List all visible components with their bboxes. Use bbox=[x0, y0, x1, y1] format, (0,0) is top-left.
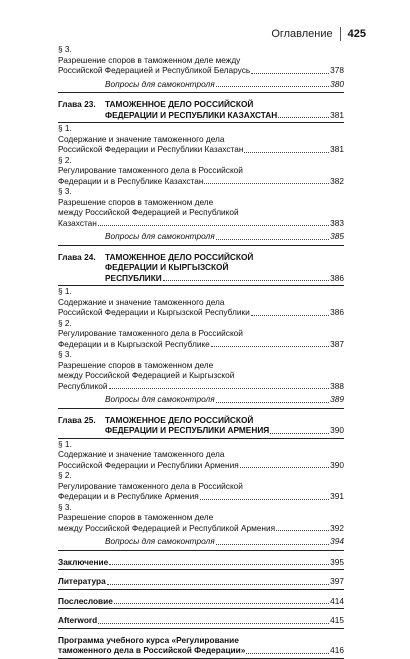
toc-page-number: 414 bbox=[330, 595, 344, 606]
dot-leader bbox=[251, 315, 329, 316]
toc-entry-title: Программа учебного курса «Регулирование bbox=[58, 634, 239, 645]
toc-entry-title: ФЕДЕРАЦИИ И КЫРГЫЗСКОЙ bbox=[105, 262, 229, 272]
dot-leader bbox=[216, 402, 330, 403]
table-of-contents bbox=[58, 44, 344, 659]
header-divider bbox=[340, 27, 341, 41]
toc-entry-title: ТАМОЖЕННОЕ ДЕЛО РОССИЙСКОЙ bbox=[105, 414, 254, 425]
toc-entry-title: ТАМОЖЕННОЕ ДЕЛО РОССИЙСКОЙ bbox=[105, 251, 254, 262]
running-header bbox=[271, 27, 366, 41]
toc-entry-title: РЕСПУБЛИКИ bbox=[105, 272, 162, 283]
dot-leader bbox=[276, 530, 329, 531]
toc-page-number: 383 bbox=[330, 217, 344, 228]
dot-leader bbox=[240, 467, 329, 468]
toc-entry-title: Регулирование таможенного дела в Российской bbox=[58, 480, 243, 491]
toc-entry-title: ТАМОЖЕННОЕ ДЕЛО РОССИЙСКОЙ bbox=[105, 99, 254, 109]
toc-entry-title: Разрешение споров в таможенном деле между bbox=[58, 54, 241, 65]
toc-entry-title: Вопросы для самоконтроля bbox=[105, 536, 215, 546]
toc-entry-number: § 3. bbox=[58, 501, 72, 512]
toc-page-number: 381 bbox=[330, 144, 344, 154]
dot-leader bbox=[204, 183, 329, 184]
toc-section-entry[interactable] bbox=[58, 155, 344, 187]
dot-leader bbox=[251, 73, 329, 74]
toc-questions-entry[interactable] bbox=[58, 394, 344, 409]
toc-entry-title: между Российской Федерацией и Кыргызской bbox=[58, 370, 235, 380]
toc-entry-title: таможенного дела в Российской Федерации» bbox=[58, 645, 246, 655]
toc-page-number: 386 bbox=[330, 307, 344, 317]
toc-page-number: 390 bbox=[330, 425, 344, 435]
dot-leader bbox=[107, 584, 329, 585]
toc-questions-entry[interactable] bbox=[58, 79, 344, 94]
toc-entry-title: Федерации и в Республике Армения bbox=[58, 491, 199, 501]
toc-entry-title: Республикой bbox=[58, 380, 108, 391]
toc-section-entry[interactable] bbox=[58, 123, 344, 155]
toc-page-number: 390 bbox=[330, 459, 344, 470]
toc-section-entry[interactable] bbox=[58, 186, 344, 228]
toc-page-number: 392 bbox=[330, 522, 344, 533]
toc-section-entry[interactable] bbox=[58, 502, 344, 534]
toc-entry-number: § 3. bbox=[58, 186, 72, 196]
dot-leader bbox=[163, 280, 329, 281]
toc-entry-title: Разрешение споров в таможенном деле bbox=[58, 196, 214, 207]
toc-entry-title: Вопросы для самоконтроля bbox=[105, 394, 215, 404]
toc-entry-number: § 1. bbox=[58, 286, 72, 296]
dot-leader bbox=[246, 653, 329, 654]
toc-entry-number: Глава 23. bbox=[58, 99, 96, 109]
toc-page-number: 391 bbox=[330, 491, 344, 501]
toc-entry-title: Регулирование таможенного дела в Российской bbox=[58, 328, 243, 338]
toc-page-number: 378 bbox=[330, 65, 344, 75]
toc-top-entry[interactable] bbox=[58, 557, 344, 571]
toc-entry-title: между Российской Федерацией и Республикой Армения bbox=[58, 522, 276, 533]
toc-entry-title: Федерации и в Кыргызской Республике bbox=[58, 338, 210, 349]
running-header-section: Оглавление bbox=[271, 28, 333, 40]
toc-entry-title: между Российской Федерацией и Республикой bbox=[58, 207, 239, 217]
toc-questions-entry[interactable] bbox=[58, 231, 344, 246]
toc-entry-number: Глава 24. bbox=[58, 251, 96, 262]
toc-chapter-entry[interactable] bbox=[58, 415, 344, 439]
dot-leader bbox=[114, 603, 329, 604]
toc-entry-title: Заключение bbox=[58, 556, 109, 567]
toc-top-entry[interactable] bbox=[58, 615, 344, 629]
toc-entry-title: Российской Федерацией и Республикой Беларусь bbox=[58, 65, 251, 75]
toc-page-number: 416 bbox=[330, 645, 344, 655]
toc-page-number: 415 bbox=[330, 615, 344, 625]
toc-entry-title: Вопросы для самоконтроля bbox=[105, 231, 215, 241]
toc-page-number: 388 bbox=[330, 380, 344, 391]
toc-entry-number: § 1. bbox=[58, 123, 72, 133]
dot-leader bbox=[270, 433, 329, 434]
toc-entry-title: Содержание и значение таможенного дела bbox=[58, 296, 225, 307]
toc-section-entry[interactable] bbox=[58, 470, 344, 502]
toc-entry-title: Вопросы для самоконтроля bbox=[105, 78, 215, 89]
toc-page-number: 385 bbox=[330, 231, 344, 241]
toc-page-number: 386 bbox=[330, 272, 344, 283]
toc-entry-title: Российской Федерации и Республики Армения bbox=[58, 459, 239, 470]
dot-leader bbox=[98, 225, 329, 226]
toc-section-entry[interactable] bbox=[58, 349, 344, 391]
toc-top-entry[interactable] bbox=[58, 635, 344, 659]
toc-entry-title: ФЕДЕРАЦИИ И РЕСПУБЛИКИ АРМЕНИЯ bbox=[105, 425, 270, 435]
dot-leader bbox=[109, 564, 329, 565]
toc-section-entry[interactable] bbox=[58, 318, 344, 350]
toc-entry-number: § 3. bbox=[58, 44, 72, 54]
toc-entry-title: Литература bbox=[58, 576, 106, 586]
toc-page-number: 395 bbox=[330, 556, 344, 567]
toc-entry-number: § 1. bbox=[58, 438, 72, 449]
toc-top-entry[interactable] bbox=[58, 576, 344, 590]
toc-top-entry[interactable] bbox=[58, 596, 344, 610]
toc-entry-title: Содержание и значение таможенного дела bbox=[58, 133, 225, 144]
toc-entry-title: Содержание и значение таможенного дела bbox=[58, 449, 225, 459]
toc-page-number: 382 bbox=[330, 175, 344, 186]
toc-entry-title: ФЕДЕРАЦИИ И РЕСПУБЛИКИ КАЗАХСТАН bbox=[105, 109, 278, 120]
toc-page-number: 387 bbox=[330, 338, 344, 349]
toc-chapter-entry[interactable] bbox=[58, 252, 344, 287]
dot-leader bbox=[200, 499, 329, 500]
dot-leader bbox=[244, 152, 329, 153]
dot-leader bbox=[278, 117, 329, 118]
toc-entry-title: Послесловие bbox=[58, 595, 113, 606]
toc-section-entry[interactable] bbox=[58, 286, 344, 318]
page-number: 425 bbox=[347, 28, 366, 40]
toc-page-number: 397 bbox=[330, 576, 344, 586]
toc-entry-number: § 2. bbox=[58, 470, 72, 480]
dot-leader bbox=[98, 623, 329, 624]
toc-page-number: 389 bbox=[330, 394, 344, 404]
toc-entry-title: Разрешение споров в таможенном деле bbox=[58, 359, 214, 370]
toc-section-entry[interactable] bbox=[58, 44, 344, 76]
toc-entry-title: Регулирование таможенного дела в Российской bbox=[58, 165, 243, 175]
toc-entry-number: Глава 25. bbox=[58, 414, 96, 425]
toc-entry-number: § 2. bbox=[58, 154, 72, 165]
dot-leader bbox=[211, 346, 329, 347]
dot-leader bbox=[216, 86, 330, 87]
toc-entry-title: Российской Федерации и Кыргызской Республики bbox=[58, 307, 250, 317]
toc-page-number: 394 bbox=[330, 536, 344, 546]
toc-entry-title: Российской Федерации и Республики Казахстан bbox=[58, 144, 244, 154]
toc-entry-title: Казахстан bbox=[58, 217, 97, 228]
toc-chapter-entry[interactable] bbox=[58, 99, 344, 123]
toc-page-number: 381 bbox=[330, 109, 344, 120]
dot-leader bbox=[216, 239, 330, 240]
toc-section-entry[interactable] bbox=[58, 439, 344, 471]
toc-entry-title: Федерации и в Республике Казахстан bbox=[58, 175, 204, 186]
toc-entry-number: § 2. bbox=[58, 317, 72, 328]
toc-questions-entry[interactable] bbox=[58, 536, 344, 551]
toc-entry-title: Afterword bbox=[58, 615, 98, 625]
toc-entry-number: § 3. bbox=[58, 349, 72, 359]
dot-leader bbox=[216, 544, 330, 545]
toc-page-number: 380 bbox=[330, 78, 344, 89]
dot-leader bbox=[109, 388, 330, 389]
toc-entry-title: Разрешение споров в таможенном деле bbox=[58, 512, 214, 522]
